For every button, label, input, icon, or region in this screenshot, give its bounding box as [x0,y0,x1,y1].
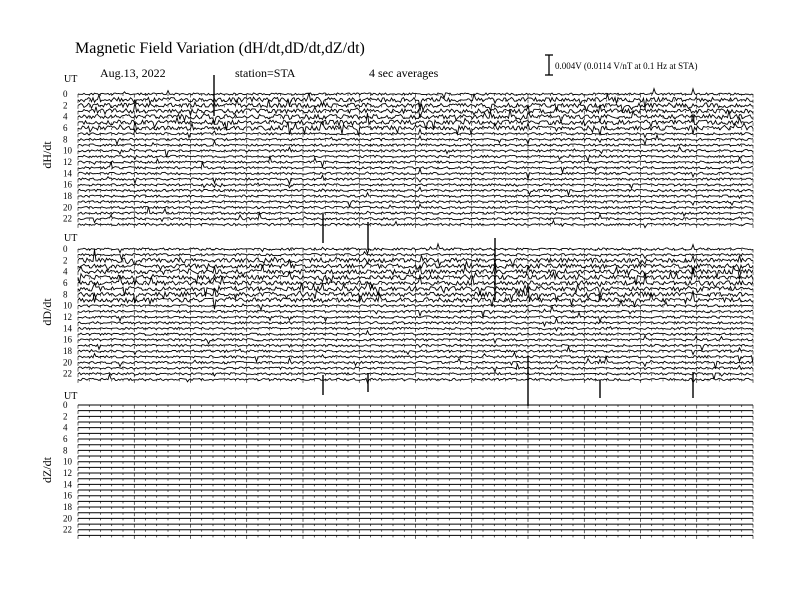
hour-tick-label: 20 [63,513,72,524]
hour-tick-label: 2 [63,255,68,266]
ut-label: UT [64,74,78,85]
averaging-label: 4 sec averages [369,66,439,80]
hour-tick-label: 18 [63,191,72,202]
hour-tick-label: 8 [63,445,68,456]
panels-group [40,74,753,539]
hour-tick-label: 0 [63,400,68,410]
hour-tick-label: 18 [63,346,72,357]
panel-label: dD/dt [40,298,54,326]
hour-tick-label: 16 [63,334,72,345]
hour-tick-label: 0 [63,89,68,99]
hour-tick-label: 2 [63,100,68,111]
panel-label: dZ/dt [40,457,54,483]
hour-tick-label: 14 [63,479,72,490]
hour-tick-label: 12 [63,157,72,168]
hour-tick-label: 22 [63,368,72,379]
hour-tick-label: 18 [63,502,72,513]
hour-tick-label: 8 [63,134,68,145]
ut-label: UT [64,233,78,244]
hour-tick-label: 22 [63,524,72,535]
hour-tick-label: 22 [63,213,72,224]
hour-tick-label: 10 [63,456,72,467]
hour-tick-label: 2 [63,411,68,422]
station-label: station=STA [235,66,296,80]
hour-tick-label: 16 [63,179,72,190]
hour-tick-label: 16 [63,490,72,501]
hour-tick-label: 20 [63,202,72,213]
hour-tick-label: 20 [63,357,72,368]
hour-tick-label: 0 [63,244,68,254]
scale-note: 0.004V (0.0114 V/nT at 0.1 Hz at STA) [555,61,698,71]
panel-label: dH/dt [40,141,54,169]
hour-tick-label: 6 [63,278,68,289]
chart-title: Magnetic Field Variation (dH/dt,dD/dt,dZ/dt) [75,40,365,57]
scale-bar [545,55,553,75]
hour-tick-label: 6 [63,434,68,445]
hour-tick-label: 4 [63,422,68,433]
ut-label: UT [64,391,78,402]
hour-tick-label: 12 [63,312,72,323]
date-label: Aug.13, 2022 [100,66,166,80]
hour-tick-label: 4 [63,111,68,122]
hour-tick-label: 8 [63,289,68,300]
hour-tick-label: 4 [63,266,68,277]
hour-tick-label: 12 [63,468,72,479]
hour-tick-label: 6 [63,123,68,134]
hour-tick-label: 10 [63,300,72,311]
hour-tick-label: 14 [63,168,72,179]
hour-tick-label: 14 [63,323,72,334]
hour-tick-label: 10 [63,145,72,156]
